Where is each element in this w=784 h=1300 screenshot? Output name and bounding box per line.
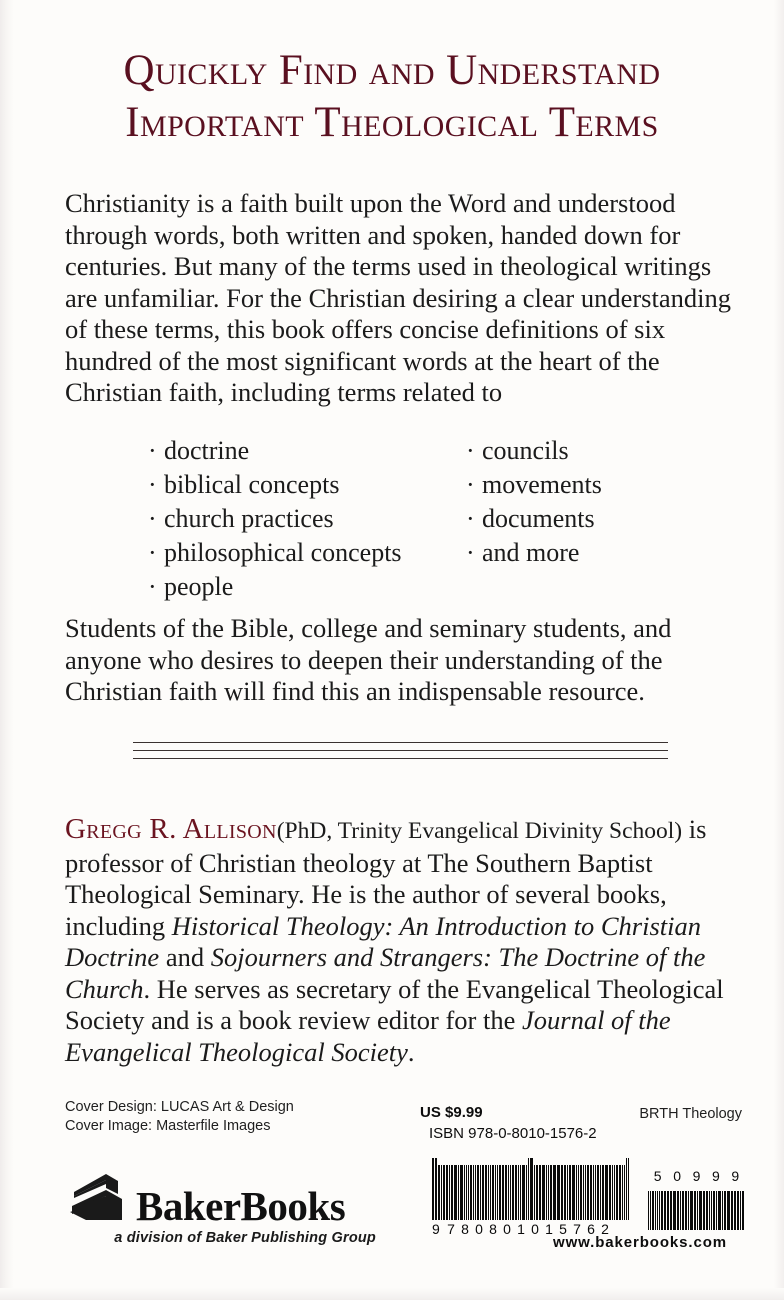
publisher-website: www.bakerbooks.com — [553, 1234, 728, 1251]
list-item-label: biblical concepts — [164, 470, 340, 499]
bullet-icon: · — [466, 470, 475, 499]
barcode-group-left: 7 8 0 8 0 1 — [447, 1221, 525, 1237]
left-edge-shading — [0, 0, 14, 1300]
publisher-logo — [66, 1172, 376, 1246]
price-isbn-block — [420, 1104, 597, 1143]
book-title-2: Sojourners and Strangers: The Doctrine of the Church — [65, 942, 706, 1004]
ean13-barcode — [432, 1158, 630, 1237]
bullet-icon: · — [148, 538, 157, 567]
list-item — [148, 570, 466, 604]
cover-credits — [65, 1098, 294, 1136]
headline-line-1: Quickly Find and Understand — [123, 47, 661, 94]
barcode-lead-digit: 9 — [432, 1221, 440, 1237]
list-item — [466, 536, 706, 570]
divider-rule — [133, 750, 668, 751]
author-name: Gregg R. Allison — [65, 813, 277, 845]
list-item — [148, 502, 466, 536]
bullet-icon: · — [466, 538, 475, 567]
author-bio — [65, 814, 745, 1068]
bullet-icon: · — [148, 436, 157, 465]
list-item — [466, 434, 706, 468]
book-title-1: Historical Theology: An Introduction to Christian Doctrine — [65, 910, 701, 972]
list-item-label: documents — [482, 504, 595, 533]
logo-row — [66, 1172, 376, 1230]
publisher-tagline: a division of Baker Publishing Group — [114, 1230, 376, 1246]
bullet-icon: · — [148, 572, 157, 601]
author-bio-part-3: . — [407, 1036, 415, 1067]
author-credential: (PhD, Trinity Evangelical Divinity School) — [276, 818, 683, 844]
intro-paragraph: Christianity is a faith built upon the Word and understood through words, both written and spoken, handed down for centuries. But many of the terms used in theological writings are unfamiliar. For the Christian desiring a clear understanding of these terms, this book offers concise definitions of six hundred of the most significant words at the heart of the Christian faith, including terms related to — [65, 188, 731, 407]
cover-design-credit: Cover Design: LUCAS Art & Design — [65, 1099, 294, 1115]
topic-list-column-right — [466, 434, 706, 604]
list-item-label: philosophical concepts — [164, 538, 402, 567]
divider-rule — [133, 758, 668, 759]
bullet-icon: · — [466, 436, 475, 465]
list-item — [466, 502, 706, 536]
price-label: US $9.99 — [420, 1104, 483, 1121]
publisher-wordmark: BakerBooks — [136, 1183, 346, 1230]
list-item-label: doctrine — [164, 436, 250, 465]
headline-line-2: Important Theological Terms — [125, 99, 659, 147]
list-item — [148, 536, 466, 570]
list-item-label: church practices — [164, 504, 334, 533]
headline — [0, 48, 784, 147]
category-code: BRTH Theology — [639, 1106, 742, 1122]
isbn-label: ISBN 978-0-8010-1576-2 — [429, 1125, 597, 1142]
list-item-label: councils — [482, 436, 569, 465]
topic-list — [148, 434, 708, 604]
barcode-addon-bars — [648, 1186, 745, 1230]
list-item-label: people — [164, 572, 234, 601]
bottom-edge-shading — [0, 1288, 784, 1300]
topic-list-column-left — [148, 434, 466, 604]
journal-title: Journal of the Evangelical Theological Society — [65, 1005, 671, 1067]
list-item — [148, 468, 466, 502]
author-bio-part-1: is professor of Christian theology at The Southern Baptist Theological Seminary. He is the author of several books, including — [65, 814, 707, 941]
stacked-books-icon — [66, 1172, 132, 1224]
right-edge-shading — [774, 0, 784, 1300]
list-item-label: movements — [482, 470, 602, 499]
list-item — [148, 434, 466, 468]
bullet-icon: · — [148, 504, 157, 533]
barcode-addon — [648, 1168, 745, 1230]
divider-rule — [133, 742, 668, 743]
barcode-bars — [432, 1158, 630, 1220]
bullet-icon: · — [466, 504, 475, 533]
cover-image-credit: Cover Image: Masterfile Images — [65, 1118, 271, 1134]
barcode-group-right: 0 1 5 7 6 2 — [531, 1221, 609, 1237]
list-item — [466, 468, 706, 502]
bio-conjunction: and — [159, 942, 211, 972]
barcode-addon-digits: 5 0 9 9 9 — [653, 1168, 740, 1184]
list-item-label: and more — [482, 538, 580, 567]
author-bio-part-2: . He serves as secretary of the Evangelical Theological Society and is a book review editor for the — [65, 973, 724, 1035]
closing-paragraph: Students of the Bible, college and seminary students, and anyone who desires to deepen their understanding of the Christian faith will find this an indispensable resource. — [65, 613, 672, 706]
bullet-icon: · — [148, 470, 157, 499]
decorative-divider — [133, 742, 668, 759]
